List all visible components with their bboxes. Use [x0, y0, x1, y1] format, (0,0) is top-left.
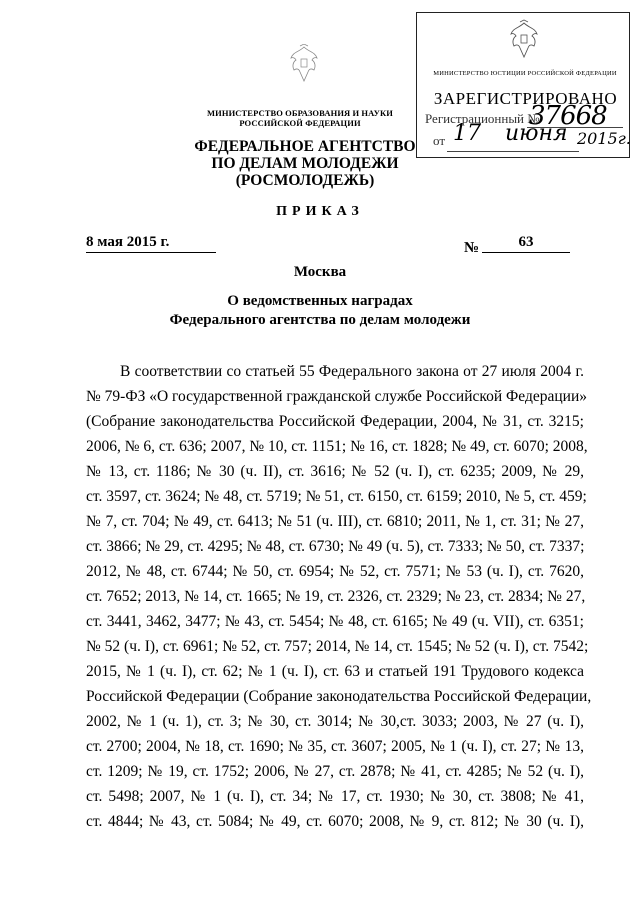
body-line: 2015, № 1 (ч. I), ст. 62; № 1 (ч. I), ст. 63 и статьей 191 Трудового кодекса	[86, 663, 584, 680]
stamp-date-underline	[447, 151, 579, 152]
registration-stamp	[416, 12, 630, 158]
stamp-regnum: 37668	[529, 101, 607, 131]
ministry-name	[200, 108, 400, 128]
stamp-day: 17	[453, 121, 481, 146]
order-subject	[0, 292, 640, 330]
subject-line-1: О ведомственных наградах	[227, 293, 413, 309]
body-line: В соответствии со статьей 55 Федерального закона от 27 июля 2004 г.	[120, 363, 584, 380]
coat-of-arms-emblem	[287, 44, 321, 84]
ministry-line-1: МИНИСТЕРСТВО ОБРАЗОВАНИЯ И НАУКИ	[207, 108, 393, 118]
stamp-registered: ЗАРЕГИСТРИРОВАНО	[433, 89, 618, 108]
body-line: ст. 3441, 3462, 3477; № 43, ст. 5454; № 48, ст. 6165; № 49 (ч. VII), ст. 6351;	[86, 613, 584, 630]
agency-line-2: ПО ДЕЛАМ МОЛОДЕЖИ	[211, 155, 399, 172]
stamp-month: июня	[505, 121, 568, 146]
subject-line-2: Федерального агентства по делам молодежи	[169, 312, 471, 328]
body-line: 2012, № 48, ст. 6744; № 50, ст. 6954; № 52, ст. 7571; № 53 (ч. I), ст. 7620,	[86, 563, 584, 580]
body-line: ст. 2700; 2004, № 18, ст. 1690; № 35, ст. 3607; 2005, № 1 (ч. I), ст. 27; № 13,	[86, 738, 584, 755]
body-line: 2002, № 1 (ч. 1), ст. 3; № 30, ст. 3014; № 30,ст. 3033; 2003, № 27 (ч. I),	[86, 713, 584, 730]
agency-line-3: (РОСМОЛОДЕЖЬ)	[235, 172, 375, 189]
order-date: 8 мая 2015 г.	[86, 234, 216, 253]
agency-name	[175, 138, 435, 189]
stamp-year: 2015г.	[577, 129, 631, 148]
order-number: 63	[482, 234, 570, 253]
order-city: Москва	[293, 264, 347, 280]
body-line: ст. 3597, ст. 3624; № 48, ст. 5719; № 51, ст. 6150, ст. 6159; 2010, № 5, ст. 459;	[86, 488, 587, 505]
body-line: ст. 3866; № 29, ст. 4295; № 48, ст. 6730; № 49 (ч. 5), ст. 7333; № 50, ст. 7337;	[86, 538, 585, 555]
stamp-regnum-label: Регистрационный №	[425, 111, 540, 126]
body-line: № 52 (ч. I), ст. 6961; № 52, ст. 757; 2014, № 14, ст. 1545; № 52 (ч. I), ст. 7542;	[86, 638, 589, 655]
agency-line-1: ФЕДЕРАЛЬНОЕ АГЕНТСТВО	[194, 138, 416, 155]
body-line: 2006, № 6, ст. 636; 2007, № 10, ст. 1151; № 16, ст. 1828; № 49, ст. 6070; 2008,	[86, 438, 588, 455]
body-line: № 13, ст. 1186; № 30 (ч. II), ст. 3616; № 52 (ч. I), ст. 6235; 2009, № 29,	[86, 463, 584, 480]
body-line: ст. 7652; 2013, № 14, ст. 1665; № 19, ст. 2326, ст. 2329; № 23, ст. 2834; № 27,	[86, 588, 586, 605]
order-number-label: №	[464, 240, 480, 256]
stamp-from-label: от	[433, 133, 446, 148]
stamp-emblem-icon	[507, 19, 541, 61]
body-line: ст. 5498; 2007, № 1 (ч. I), ст. 34; № 17, ст. 1930; № 30, ст. 3808; № 41,	[86, 788, 584, 805]
order-title: ПРИКАЗ	[276, 204, 364, 219]
ministry-line-2: РОССИЙСКОЙ ФЕДЕРАЦИИ	[239, 118, 361, 128]
stamp-ministry: МИНИСТЕРСТВО ЮСТИЦИИ РОССИЙСКОЙ ФЕДЕРАЦИИ	[433, 70, 617, 77]
body-line: ст. 4844; № 43, ст. 5084; № 49, ст. 6070; 2008, № 9, ст. 812; № 30 (ч. I),	[86, 813, 584, 830]
body-line: (Собрание законодательства Российской Федерации, 2004, № 31, ст. 3215;	[86, 413, 584, 430]
body-line: ст. 1209; № 19, ст. 1752; 2006, № 27, ст. 2878; № 41, ст. 4285; № 52 (ч. I),	[86, 763, 584, 780]
body-line: № 7, ст. 704; № 49, ст. 6413; № 51 (ч. III), ст. 6810; 2011, № 1, ст. 31; № 27,	[86, 513, 584, 530]
body-line: Российской Федерации (Собрание законодательства Российской Федерации,	[86, 688, 592, 705]
body-line: № 79-ФЗ «О государственной гражданской службе Российской Федерации»	[86, 388, 587, 405]
